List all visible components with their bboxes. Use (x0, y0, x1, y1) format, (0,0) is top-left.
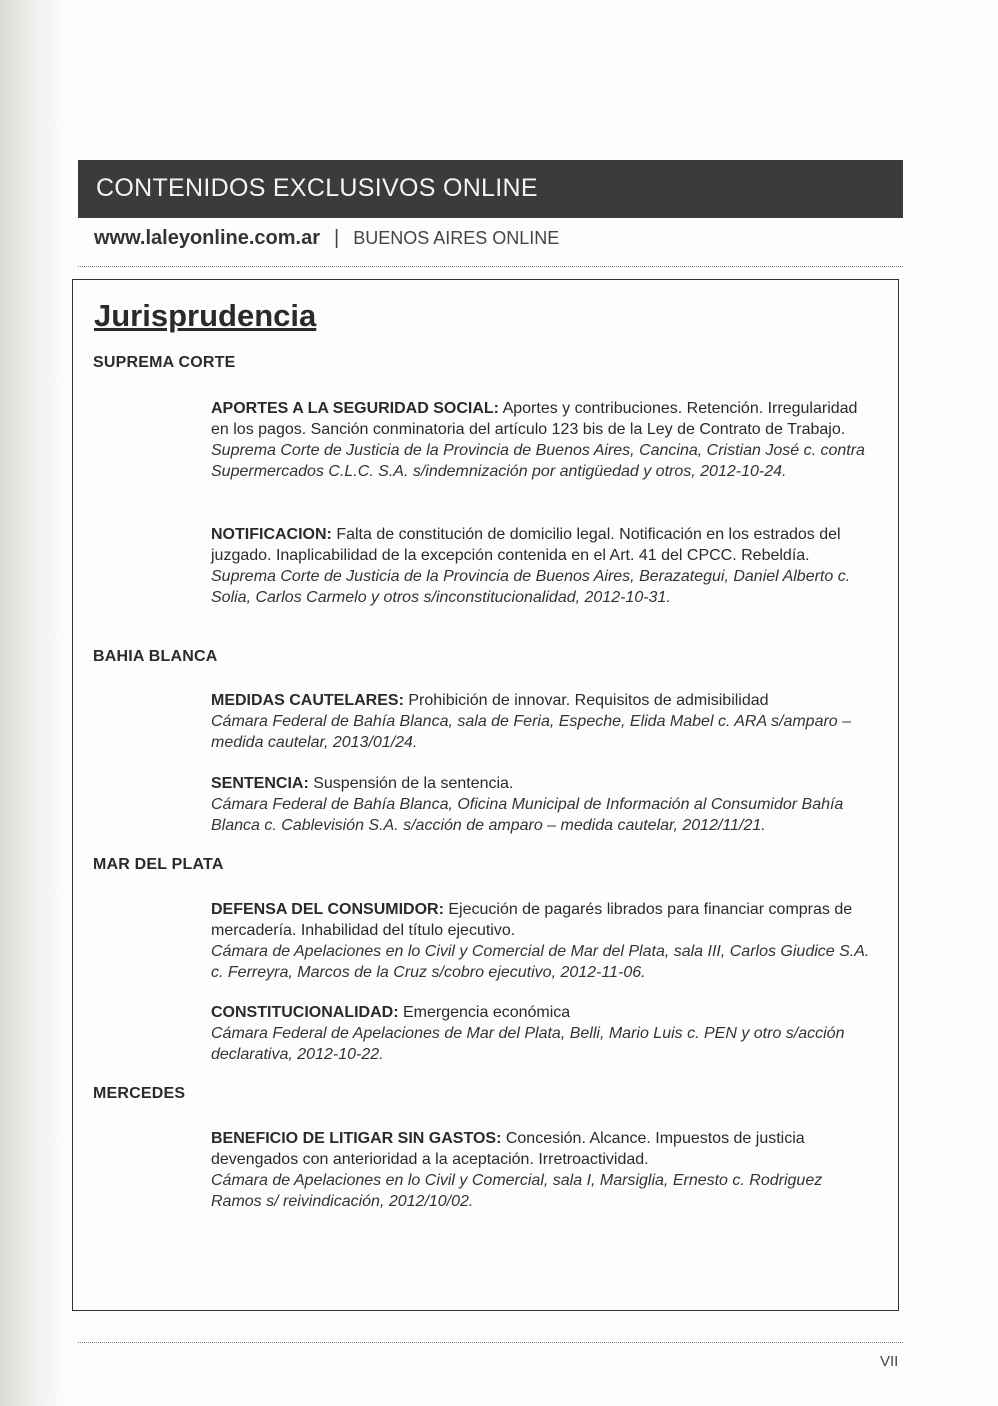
case-entry (211, 690, 871, 753)
court-heading: MERCEDES (93, 1085, 186, 1102)
case-summary: Ejecución de pagarés librados para financiar compras de mercadería. Inhabilidad del título ejecutivo. (211, 901, 853, 939)
case-summary: Emergencia económica (403, 1004, 571, 1021)
case-citation: Cámara Federal de Bahía Blanca, sala de Feria, Espeche, Elida Mabel c. ARA s/amparo – medida cautelar, 2013/01/24. (211, 713, 852, 751)
case-entry (211, 524, 871, 608)
case-topic: APORTES A LA SEGURIDAD SOCIAL: (211, 400, 500, 417)
case-citation: Cámara Federal de Bahía Blanca, Oficina Municipal de Información al Consumidor Bahía Blanca c. Cablevisión S.A. s/acción de amparo – medida cautelar, 2012/11/21. (211, 796, 844, 834)
footer-divider (78, 1342, 903, 1343)
header-banner (78, 160, 903, 218)
case-summary: Suspensión de la sentencia. (313, 775, 514, 792)
page-edge-shadow (0, 0, 70, 1406)
case-summary: Concesión. Alcance. Impuestos de justicia devengados con anterioridad a la aceptación. Irretroactividad. (211, 1130, 805, 1168)
header-divider (78, 266, 903, 267)
case-entry (211, 899, 871, 983)
case-citation: Cámara de Apelaciones en lo Civil y Comercial de Mar del Plata, sala III, Carlos Giudice S.A. c. Ferreyra, Marcos de la Cruz s/cobro ejecutivo, 2012-11-06. (211, 943, 870, 981)
case-summary: Falta de constitución de domicilio legal. Notificación en los estrados del juzgado. Inaplicabilidad de la excepción contenida en el Art. 41 del CPCC. Rebeldía. (211, 526, 841, 564)
case-topic: DEFENSA DEL CONSUMIDOR: (211, 901, 444, 918)
case-topic: BENEFICIO DE LITIGAR SIN GASTOS: (211, 1130, 502, 1147)
case-topic: MEDIDAS CAUTELARES: (211, 692, 404, 709)
case-citation: Suprema Corte de Justicia de la Provincia de Buenos Aires, Cancina, Cristian José c. contra Supermercados C.L.C. S.A. s/indemnización por antigüedad y otros, 2012-10-24. (211, 442, 865, 480)
case-entry (211, 773, 871, 836)
court-heading: BAHIA BLANCA (93, 648, 218, 665)
case-citation: Cámara Federal de Apelaciones de Mar del Plata, Belli, Mario Luis c. PEN y otro s/acción declarativa, 2012-10-22. (211, 1025, 845, 1063)
case-summary: Aportes y contribuciones. Retención. Irregularidad en los pagos. Sanción conminatoria del artículo 123 bis de la Ley de Contrato de Trabajo. (211, 400, 858, 438)
case-summary: Prohibición de innovar. Requisitos de admisibilidad (408, 692, 769, 709)
case-entry (211, 398, 871, 482)
case-entry (211, 1002, 871, 1065)
case-topic: SENTENCIA: (211, 775, 309, 792)
url-line (94, 227, 559, 257)
page-number: VII (880, 1353, 899, 1370)
separator: | (334, 227, 340, 249)
case-citation: Cámara de Apelaciones en lo Civil y Comercial, sala I, Marsiglia, Ernesto c. Rodriguez Ramos s/ reivindicación, 2012/10/02. (211, 1172, 823, 1210)
case-entry (211, 1128, 871, 1212)
section-title: Jurisprudencia (94, 298, 317, 333)
case-topic: CONSTITUCIONALIDAD: (211, 1004, 399, 1021)
header-title: CONTENIDOS EXCLUSIVOS ONLINE (96, 174, 538, 202)
court-heading: SUPREMA CORTE (93, 354, 236, 371)
case-citation: Suprema Corte de Justicia de la Provincia de Buenos Aires, Berazategui, Daniel Alberto c. Solia, Carlos Carmelo y otros s/inconstitucionalidad, 2012-10-31. (211, 568, 851, 606)
website-link[interactable]: www.laleyonline.com.ar (94, 227, 320, 249)
location-label: BUENOS AIRES ONLINE (353, 228, 560, 248)
court-heading: MAR DEL PLATA (93, 856, 224, 873)
case-topic: NOTIFICACION: (211, 526, 332, 543)
